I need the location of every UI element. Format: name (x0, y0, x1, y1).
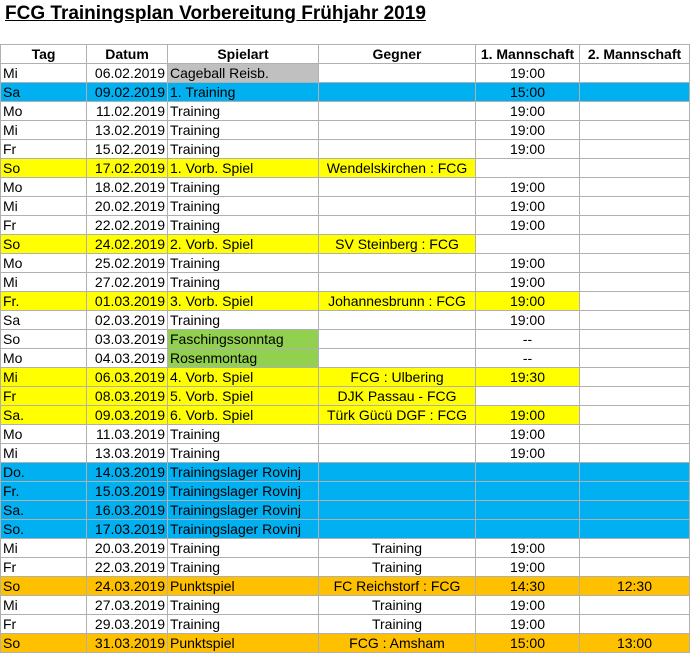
cell-tag: Mi (1, 596, 87, 615)
table-row (1, 349, 690, 368)
cell-datum: 15.02.2019 (87, 140, 168, 159)
cell-mannschaft-2 (580, 520, 690, 539)
cell-mannschaft-1: 15:00 (476, 83, 580, 102)
cell-mannschaft-1 (476, 482, 580, 501)
cell-mannschaft-1: 19:00 (476, 273, 580, 292)
cell-mannschaft-1: 19:00 (476, 197, 580, 216)
table-row (1, 254, 690, 273)
cell-gegner (319, 520, 476, 539)
header-gegner: Gegner (319, 45, 476, 64)
cell-tag: Mi (1, 368, 87, 387)
cell-tag: Mo (1, 349, 87, 368)
cell-mannschaft-1: 19:00 (476, 539, 580, 558)
cell-spielart: Training (168, 178, 319, 197)
cell-datum: 06.02.2019 (87, 64, 168, 83)
table-row (1, 178, 690, 197)
cell-gegner: Training (319, 596, 476, 615)
cell-spielart: 4. Vorb. Spiel (168, 368, 319, 387)
table-row (1, 634, 690, 653)
table-row (1, 596, 690, 615)
cell-datum: 13.03.2019 (87, 444, 168, 463)
cell-tag: Fr (1, 615, 87, 634)
cell-mannschaft-1: 19:30 (476, 368, 580, 387)
cell-tag: Do. (1, 463, 87, 482)
cell-tag: Fr (1, 387, 87, 406)
table-row (1, 197, 690, 216)
cell-tag: So. (1, 520, 87, 539)
cell-gegner: FC Reichstorf : FCG (319, 577, 476, 596)
cell-gegner (319, 254, 476, 273)
cell-spielart: Punktspiel (168, 577, 319, 596)
cell-mannschaft-2 (580, 349, 690, 368)
table-row (1, 159, 690, 178)
cell-mannschaft-1: -- (476, 349, 580, 368)
cell-spielart: Trainingslager Rovinj (168, 482, 319, 501)
cell-mannschaft-1: 14:30 (476, 577, 580, 596)
cell-mannschaft-2 (580, 387, 690, 406)
cell-mannschaft-2 (580, 102, 690, 121)
cell-gegner (319, 197, 476, 216)
cell-spielart: Faschingssonntag (168, 330, 319, 349)
cell-tag: So (1, 235, 87, 254)
cell-spielart: Punktspiel (168, 634, 319, 653)
cell-mannschaft-1 (476, 463, 580, 482)
cell-mannschaft-2 (580, 64, 690, 83)
cell-mannschaft-2 (580, 406, 690, 425)
cell-gegner (319, 501, 476, 520)
cell-mannschaft-1: 19:00 (476, 615, 580, 634)
cell-gegner: Training (319, 615, 476, 634)
header-mannschaft-1: 1. Mannschaft (476, 45, 580, 64)
cell-mannschaft-2 (580, 197, 690, 216)
cell-spielart: 1. Training (168, 83, 319, 102)
cell-mannschaft-2 (580, 501, 690, 520)
cell-spielart: Training (168, 558, 319, 577)
cell-mannschaft-1: 19:00 (476, 406, 580, 425)
cell-mannschaft-1 (476, 159, 580, 178)
table-row (1, 482, 690, 501)
cell-spielart: Training (168, 140, 319, 159)
cell-tag: So (1, 330, 87, 349)
cell-datum: 31.03.2019 (87, 634, 168, 653)
table-row (1, 292, 690, 311)
cell-mannschaft-1: -- (476, 330, 580, 349)
cell-tag: Mi (1, 197, 87, 216)
cell-mannschaft-1 (476, 387, 580, 406)
cell-datum: 06.03.2019 (87, 368, 168, 387)
cell-spielart: Training (168, 425, 319, 444)
cell-mannschaft-2 (580, 140, 690, 159)
cell-spielart: Training (168, 273, 319, 292)
cell-mannschaft-1: 19:00 (476, 292, 580, 311)
cell-mannschaft-1: 19:00 (476, 254, 580, 273)
table-row (1, 235, 690, 254)
cell-gegner (319, 83, 476, 102)
cell-mannschaft-2 (580, 368, 690, 387)
cell-mannschaft-2 (580, 159, 690, 178)
cell-mannschaft-2 (580, 444, 690, 463)
cell-mannschaft-1: 19:00 (476, 311, 580, 330)
cell-gegner: DJK Passau - FCG (319, 387, 476, 406)
cell-tag: Fr (1, 140, 87, 159)
header-spielart: Spielart (168, 45, 319, 64)
cell-datum: 11.03.2019 (87, 425, 168, 444)
cell-mannschaft-1: 19:00 (476, 178, 580, 197)
cell-tag: Sa (1, 83, 87, 102)
cell-spielart: Rosenmontag (168, 349, 319, 368)
cell-gegner (319, 330, 476, 349)
cell-datum: 01.03.2019 (87, 292, 168, 311)
table-row (1, 539, 690, 558)
table-row (1, 387, 690, 406)
cell-gegner: Training (319, 539, 476, 558)
cell-tag: Mo (1, 178, 87, 197)
table-row (1, 615, 690, 634)
cell-gegner (319, 463, 476, 482)
cell-datum: 20.03.2019 (87, 539, 168, 558)
cell-mannschaft-1: 19:00 (476, 64, 580, 83)
cell-mannschaft-1 (476, 501, 580, 520)
cell-spielart: Training (168, 539, 319, 558)
cell-gegner (319, 425, 476, 444)
header-row (1, 45, 690, 64)
cell-datum: 27.02.2019 (87, 273, 168, 292)
cell-mannschaft-2 (580, 216, 690, 235)
cell-mannschaft-1: 19:00 (476, 102, 580, 121)
cell-tag: Mo (1, 254, 87, 273)
cell-gegner: Wendelskirchen : FCG (319, 159, 476, 178)
schedule-table (0, 44, 690, 653)
cell-gegner: Johannesbrunn : FCG (319, 292, 476, 311)
cell-mannschaft-2 (580, 558, 690, 577)
cell-gegner (319, 444, 476, 463)
header-tag: Tag (1, 45, 87, 64)
cell-mannschaft-2 (580, 596, 690, 615)
cell-mannschaft-1: 19:00 (476, 425, 580, 444)
cell-gegner (319, 64, 476, 83)
cell-mannschaft-2: 12:30 (580, 577, 690, 596)
cell-spielart: 2. Vorb. Spiel (168, 235, 319, 254)
cell-datum: 04.03.2019 (87, 349, 168, 368)
table-row (1, 311, 690, 330)
table-row (1, 368, 690, 387)
cell-tag: Mi (1, 444, 87, 463)
cell-spielart: Training (168, 311, 319, 330)
cell-gegner (319, 349, 476, 368)
cell-mannschaft-2 (580, 121, 690, 140)
cell-mannschaft-2 (580, 235, 690, 254)
cell-tag: Fr (1, 216, 87, 235)
cell-gegner (319, 102, 476, 121)
cell-gegner: SV Steinberg : FCG (319, 235, 476, 254)
cell-mannschaft-1: 15:00 (476, 634, 580, 653)
table-row (1, 577, 690, 596)
cell-tag: So (1, 159, 87, 178)
table-row (1, 216, 690, 235)
cell-tag: Mi (1, 539, 87, 558)
cell-mannschaft-1 (476, 520, 580, 539)
cell-datum: 02.03.2019 (87, 311, 168, 330)
table-row (1, 444, 690, 463)
cell-datum: 03.03.2019 (87, 330, 168, 349)
cell-gegner (319, 140, 476, 159)
cell-gegner (319, 216, 476, 235)
cell-mannschaft-1 (476, 235, 580, 254)
table-row (1, 273, 690, 292)
cell-datum: 25.02.2019 (87, 254, 168, 273)
cell-tag: Mo (1, 102, 87, 121)
cell-mannschaft-2 (580, 83, 690, 102)
cell-datum: 09.02.2019 (87, 83, 168, 102)
cell-gegner: Training (319, 558, 476, 577)
cell-spielart: Training (168, 216, 319, 235)
table-row (1, 121, 690, 140)
cell-datum: 18.02.2019 (87, 178, 168, 197)
cell-mannschaft-2 (580, 311, 690, 330)
cell-mannschaft-2 (580, 178, 690, 197)
cell-spielart: Training (168, 197, 319, 216)
cell-datum: 16.03.2019 (87, 501, 168, 520)
cell-tag: Mi (1, 64, 87, 83)
cell-datum: 14.03.2019 (87, 463, 168, 482)
cell-tag: So (1, 634, 87, 653)
cell-spielart: Training (168, 615, 319, 634)
cell-gegner: Türk Gücü DGF : FCG (319, 406, 476, 425)
table-row (1, 83, 690, 102)
cell-tag: Fr. (1, 292, 87, 311)
table-row (1, 64, 690, 83)
cell-datum: 24.02.2019 (87, 235, 168, 254)
cell-tag: Mo (1, 425, 87, 444)
cell-tag: Mi (1, 121, 87, 140)
cell-datum: 22.03.2019 (87, 558, 168, 577)
cell-mannschaft-2 (580, 330, 690, 349)
cell-gegner (319, 311, 476, 330)
cell-gegner: FCG : Ulbering (319, 368, 476, 387)
cell-mannschaft-2 (580, 463, 690, 482)
cell-mannschaft-2 (580, 425, 690, 444)
cell-mannschaft-1: 19:00 (476, 140, 580, 159)
cell-spielart: Training (168, 254, 319, 273)
cell-datum: 15.03.2019 (87, 482, 168, 501)
cell-datum: 17.02.2019 (87, 159, 168, 178)
cell-datum: 13.02.2019 (87, 121, 168, 140)
cell-spielart: 5. Vorb. Spiel (168, 387, 319, 406)
cell-gegner: FCG : Amsham (319, 634, 476, 653)
cell-mannschaft-1: 19:00 (476, 558, 580, 577)
cell-datum: 17.03.2019 (87, 520, 168, 539)
cell-spielart: 3. Vorb. Spiel (168, 292, 319, 311)
table-row (1, 463, 690, 482)
cell-mannschaft-2: 13:00 (580, 634, 690, 653)
cell-tag: Sa. (1, 501, 87, 520)
cell-spielart: Training (168, 121, 319, 140)
cell-mannschaft-2 (580, 254, 690, 273)
cell-datum: 09.03.2019 (87, 406, 168, 425)
header-mannschaft-2: 2. Mannschaft (580, 45, 690, 64)
cell-mannschaft-2 (580, 615, 690, 634)
cell-tag: So (1, 577, 87, 596)
cell-spielart: Trainingslager Rovinj (168, 501, 319, 520)
cell-gegner (319, 121, 476, 140)
cell-spielart: Training (168, 102, 319, 121)
cell-mannschaft-1: 19:00 (476, 596, 580, 615)
cell-datum: 27.03.2019 (87, 596, 168, 615)
table-row (1, 102, 690, 121)
cell-datum: 08.03.2019 (87, 387, 168, 406)
cell-gegner (319, 178, 476, 197)
cell-mannschaft-1: 19:00 (476, 121, 580, 140)
cell-mannschaft-1: 19:00 (476, 216, 580, 235)
cell-datum: 29.03.2019 (87, 615, 168, 634)
cell-spielart: Cageball Reisb. (168, 64, 319, 83)
table-row (1, 406, 690, 425)
cell-mannschaft-1: 19:00 (476, 444, 580, 463)
cell-datum: 24.03.2019 (87, 577, 168, 596)
cell-spielart: Trainingslager Rovinj (168, 463, 319, 482)
cell-spielart: 1. Vorb. Spiel (168, 159, 319, 178)
table-row (1, 140, 690, 159)
schedule-body (1, 64, 690, 653)
cell-datum: 20.02.2019 (87, 197, 168, 216)
cell-mannschaft-2 (580, 539, 690, 558)
cell-tag: Sa. (1, 406, 87, 425)
page-title: FCG Trainingsplan Vorbereitung Frühjahr 2019 (5, 3, 426, 24)
cell-spielart: Training (168, 444, 319, 463)
table-row (1, 520, 690, 539)
header-datum: Datum (87, 45, 168, 64)
cell-spielart: Training (168, 596, 319, 615)
cell-tag: Fr. (1, 482, 87, 501)
cell-datum: 11.02.2019 (87, 102, 168, 121)
table-row (1, 425, 690, 444)
cell-spielart: 6. Vorb. Spiel (168, 406, 319, 425)
cell-gegner (319, 482, 476, 501)
cell-tag: Sa (1, 311, 87, 330)
cell-tag: Fr (1, 558, 87, 577)
cell-spielart: Trainingslager Rovinj (168, 520, 319, 539)
cell-mannschaft-2 (580, 273, 690, 292)
cell-gegner (319, 273, 476, 292)
cell-tag: Mi (1, 273, 87, 292)
table-row (1, 501, 690, 520)
cell-mannschaft-2 (580, 292, 690, 311)
table-row (1, 330, 690, 349)
table-row (1, 558, 690, 577)
cell-mannschaft-2 (580, 482, 690, 501)
cell-datum: 22.02.2019 (87, 216, 168, 235)
